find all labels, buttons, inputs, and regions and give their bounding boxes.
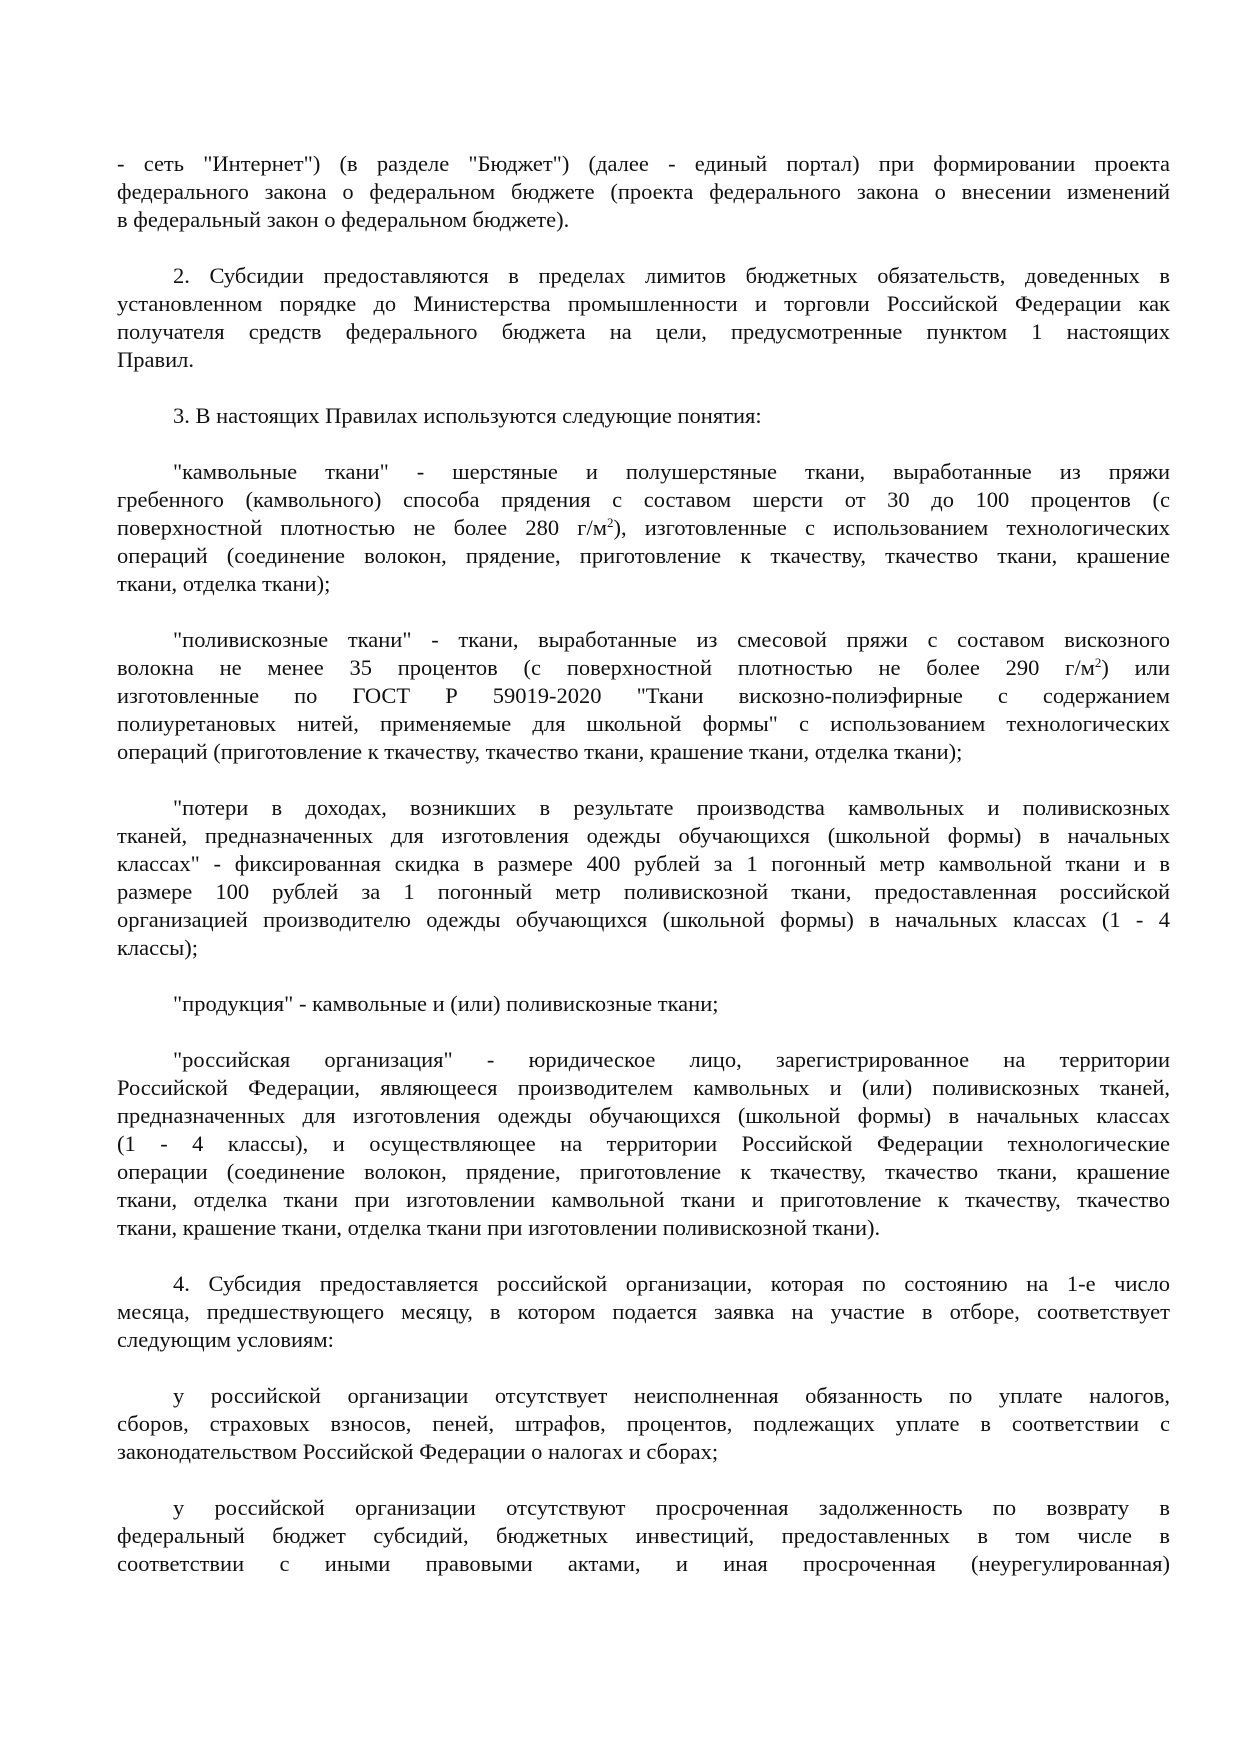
paragraph-p-2 [117, 262, 1170, 374]
text-line: месяца, предшествующего месяцу, в котором подается заявка на участие в отборе, соответствует [117, 1299, 1170, 1324]
text-line: предназначенных для изготовления одежды обучающихся (школьной формы) в начальных классах [117, 1103, 1170, 1128]
text-line: следующим условиям: [117, 1327, 334, 1352]
text-line: (1 - 4 классы), и осуществляющее на территории Российской Федерации технологические [117, 1131, 1170, 1156]
text-line: "потери в доходах, возникших в результате производства камвольных и поливискозных [173, 795, 1170, 820]
text-line: классы); [117, 935, 198, 960]
paragraph-p-produkciya [117, 990, 1170, 1018]
text-line: поверхностной плотностью не более 280 $г/м^2$), изготовленные с использованием технологических [117, 515, 1170, 540]
paragraph-p-4 [117, 1270, 1170, 1354]
paragraph-p-poteri [117, 794, 1170, 962]
text-line: размере 100 рублей за 1 погонный метр поливискозной ткани, предоставленная российской [117, 879, 1170, 904]
text-line: "российская организация" - юридическое лицо, зарегистрированное на территории [173, 1047, 1170, 1072]
text-line: получателя средств федерального бюджета на цели, предусмотренные пунктом 1 настоящих [117, 319, 1170, 344]
text-line: федеральный бюджет субсидий, бюджетных инвестиций, предоставленных в том числе в [117, 1523, 1170, 1548]
text-line: тканей, предназначенных для изготовления одежды обучающихся (школьной формы) в начальных [117, 823, 1170, 848]
text-line: классах" - фиксированная скидка в размере 400 рублей за 1 погонный метр камвольной ткани и в [117, 851, 1170, 876]
text-line: сборов, страховых взносов, пеней, штрафов, процентов, подлежащих уплате в соответствии с [117, 1411, 1170, 1436]
paragraph-p-4-cond-2 [117, 1494, 1170, 1578]
paragraph-p-poliviskoznye [117, 626, 1170, 766]
text-line: 2. Субсидии предоставляются в пределах лимитов бюджетных обязательств, доведенных в [173, 263, 1170, 288]
text-line: "камвольные ткани" - шерстяные и полушерстяные ткани, выработанные из пряжи [173, 459, 1170, 484]
paragraph-p-intro-continuation [117, 150, 1170, 234]
text-line: 3. В настоящих Правилах используются следующие понятия: [173, 403, 762, 428]
paragraph-p-3 [117, 402, 1170, 430]
text-line: у российской организации отсутствует неисполненная обязанность по уплате налогов, [173, 1383, 1170, 1408]
text-line: операций (приготовление к ткачеству, ткачество ткани, крашение ткани, отделка ткани); [117, 739, 963, 764]
text-line: в федеральный закон о федеральном бюджете). [117, 207, 570, 232]
text-line: организацией производителю одежды обучающихся (школьной формы) в начальных классах (1 - 4 [117, 907, 1170, 932]
text-line: установленном порядке до Министерства промышленности и торговли Российской Федерации как [117, 291, 1170, 316]
text-line: волокна не менее 35 процентов (с поверхностной плотностью не более 290 $г/м^2$) или [117, 655, 1170, 680]
text-line: ткани, отделка ткани при изготовлении камвольной ткани и приготовление к ткачеству, ткачество [117, 1187, 1170, 1212]
text-line: "поливискозные ткани" - ткани, выработанные из смесовой пряжи с составом вискозного [173, 627, 1170, 652]
text-line: федерального закона о федеральном бюджете (проекта федерального закона о внесении изменений [117, 179, 1170, 204]
text-line: Российской Федерации, являющееся производителем камвольных и (или) поливискозных тканей, [117, 1075, 1170, 1100]
text-line: "продукция" - камвольные и (или) поливискозные ткани; [173, 991, 719, 1016]
text-line: 4. Субсидия предоставляется российской организации, которая по состоянию на 1-е число [173, 1271, 1170, 1296]
paragraph-p-4-cond-1 [117, 1382, 1170, 1466]
text-line: законодательством Российской Федерации о налогах и сборах; [117, 1439, 719, 1464]
text-line: гребенного (камвольного) способа прядения с составом шерсти от 30 до 100 процентов (с [117, 487, 1170, 512]
text-line: ткани, крашение ткани, отделка ткани при изготовлении поливискозной ткани). [117, 1215, 881, 1240]
paragraph-p-kamvolnye [117, 458, 1170, 598]
text-line: Правил. [117, 347, 195, 372]
text-line: изготовленные по ГОСТ Р 59019-2020 "Ткани вискозно-полиэфирные с содержанием [117, 683, 1170, 708]
paragraph-p-ros-org [117, 1046, 1170, 1242]
document-page [117, 150, 1170, 1606]
text-line: у российской организации отсутствуют просроченная задолженность по возврату в [173, 1495, 1170, 1520]
text-line: операций (соединение волокон, прядение, приготовление к ткачеству, ткачество ткани, крашение [117, 543, 1170, 568]
text-line: соответствии с иными правовыми актами, и иная просроченная (неурегулированная) [117, 1551, 1170, 1576]
text-line: операции (соединение волокон, прядение, приготовление к ткачеству, ткачество ткани, крашение [117, 1159, 1170, 1184]
text-line: ткани, отделка ткани); [117, 571, 331, 596]
text-line: полиуретановых нитей, применяемые для школьной формы" с использованием технологических [117, 711, 1170, 736]
text-line: - сеть "Интернет") (в разделе "Бюджет") (далее - единый портал) при формировании проекта [117, 151, 1170, 176]
